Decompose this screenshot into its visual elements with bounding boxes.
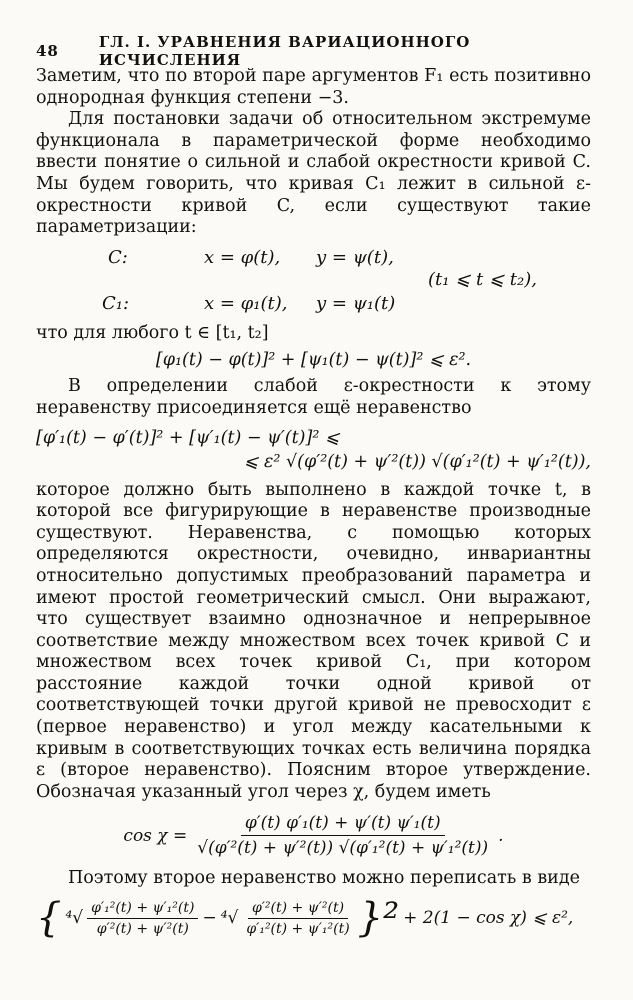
paragraph-5: которое должно быть выполнено в каждой точке t, в которой все фигурирующие в неравенстве производные существуют. Неравенства, с помощью которых определяются окрестности, очевидно, инвариантны относительно допустимых преобразований параметра и имеют простой геометрический смысл. Они выражают, что существует взаимно однозначное и непрерывное соответствие между множеством всех точек кривой C и множеством всех точек кривой C₁, при котором расстояние каждой точки одной кривой от соответствующей точки другой кривой не превосходит ε (первое неравенство) и угол между касательными к кривым в соответствующих точках есть величина порядка ε (второе неравенство). Поясним второе утверждение. Обозначая указанный угол через χ, будем иметь <box>36 479 591 802</box>
cos-end: . <box>498 825 504 846</box>
weak-inequality-line-1: [φ′₁(t) − φ′(t)]² + [ψ′₁(t) − ψ′(t)]² ⩽ <box>36 427 340 448</box>
rewritten-inequality <box>36 895 591 942</box>
curve-c-label: C: <box>108 246 128 268</box>
formula-tail: + 2(1 − cos χ) ⩽ ε², <box>403 908 574 929</box>
root2-numerator: φ′²(t) + ψ′²(t) <box>248 900 348 919</box>
weak-inequality-line-2: ⩽ ε² √(φ′²(t) + ψ′²(t)) √(φ′₁²(t) + ψ′₁²(t)), <box>243 451 591 472</box>
curve-c1-label: C₁: <box>102 292 130 314</box>
root1-denominator: φ′²(t) + ψ′²(t) <box>96 920 189 937</box>
root-fraction-2 <box>242 900 353 937</box>
strong-neighbourhood-inequality: [φ₁(t) − φ(t)]² + [ψ₁(t) − ψ(t)]² ⩽ ε². <box>155 350 472 371</box>
paragraph-4: В определении слабой ε-окрестности к этому неравенству присоединяется ещё неравенство <box>36 376 591 418</box>
paragraph-1: Заметим, что по второй паре аргументов F₁ есть позитивно однородная функция степени −3. <box>36 66 591 108</box>
parametrization-system <box>36 239 591 323</box>
root-fraction-1 <box>87 900 198 937</box>
eq-x-phi: x = φ(t), <box>204 246 281 268</box>
cos-chi-formula <box>36 813 591 858</box>
page-number: 48 <box>36 42 59 60</box>
book-page <box>36 33 591 942</box>
root1-numerator: φ′₁²(t) + ψ′₁²(t) <box>87 900 198 919</box>
close-brace: }² <box>357 895 400 942</box>
cos-denominator: √(φ′²(t) + ψ′²(t)) √(φ′₁²(t) + ψ′₁²(t)) <box>197 838 489 859</box>
root2-denominator: φ′₁²(t) + ψ′₁²(t) <box>246 920 350 937</box>
eq-x-phi1: x = φ₁(t), <box>204 292 288 314</box>
paragraph-2: Для постановки задачи об относительном экстремуме функционала в параметрической форме необходимо ввести понятие о сильной и слабой окрестности кривой C. Мы будем говорить, что кривая C₁ лежит в сильной ε-окрестности кривой C, если существуют такие параметризации: <box>36 109 591 238</box>
cos-numerator: φ′(t) φ′₁(t) + ψ′(t) ψ′₁(t) <box>241 813 445 836</box>
eq-y-psi1: y = ψ₁(t) <box>316 292 396 314</box>
paragraph-6: Поэтому второе неравенство можно переписать в виде <box>68 868 580 889</box>
fourth-root-1: ⁴√ <box>65 908 84 929</box>
cos-lhs: cos χ = <box>123 825 188 846</box>
chapter-title: ГЛ. I. УРАВНЕНИЯ ВАРИАЦИОННОГО ИСЧИСЛЕНИЯ <box>98 33 471 69</box>
cos-fraction <box>193 813 492 858</box>
running-header <box>36 33 591 69</box>
fourth-root-2: ⁴√ <box>220 908 239 929</box>
open-brace: { <box>36 895 62 942</box>
minus-sign: − <box>202 908 217 929</box>
parameter-range: (t₁ ⩽ t ⩽ t₂), <box>428 268 537 290</box>
eq-y-psi: y = ψ(t), <box>316 246 394 268</box>
paragraph-3: что для любого t ∈ [t₁, t₂] <box>36 322 269 343</box>
